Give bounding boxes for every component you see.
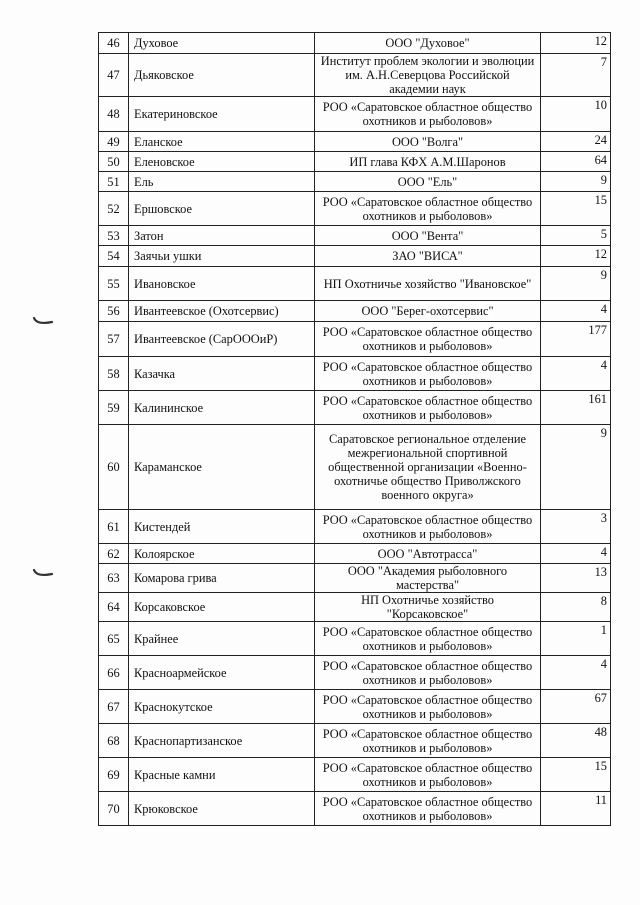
table-row <box>99 510 611 544</box>
hunting-grounds-table <box>98 32 611 826</box>
ground-name: Корсаковское <box>129 593 315 622</box>
ground-name: Ель <box>129 172 315 192</box>
row-number: 52 <box>99 192 129 226</box>
organization: ООО "Академия рыболовного мастерства" <box>315 564 541 593</box>
table-row <box>99 226 611 246</box>
row-number: 57 <box>99 322 129 357</box>
table-row <box>99 724 611 758</box>
row-number: 69 <box>99 758 129 792</box>
table-row <box>99 391 611 425</box>
table-row <box>99 54 611 97</box>
value: 9 <box>541 172 611 192</box>
ground-name: Краснопартизанское <box>129 724 315 758</box>
value: 9 <box>541 267 611 301</box>
value: 67 <box>541 690 611 724</box>
organization: РОО «Саратовское областное общество охотников и рыболовов» <box>315 656 541 690</box>
row-number: 64 <box>99 593 129 622</box>
table-row <box>99 357 611 391</box>
organization: РОО «Саратовское областное общество охотников и рыболовов» <box>315 724 541 758</box>
organization: РОО «Саратовское областное общество охотников и рыболовов» <box>315 622 541 656</box>
table-row <box>99 656 611 690</box>
table-row <box>99 301 611 322</box>
table-row <box>99 267 611 301</box>
table-row <box>99 564 611 593</box>
value: 15 <box>541 192 611 226</box>
value: 8 <box>541 593 611 622</box>
row-number: 54 <box>99 246 129 267</box>
table-row <box>99 322 611 357</box>
value: 12 <box>541 246 611 267</box>
value: 7 <box>541 54 611 97</box>
organization: РОО «Саратовское областное общество охотников и рыболовов» <box>315 758 541 792</box>
ground-name: Колоярское <box>129 544 315 564</box>
table-row <box>99 758 611 792</box>
ground-name: Ивановское <box>129 267 315 301</box>
ground-name: Комарова грива <box>129 564 315 593</box>
organization: ООО "Волга" <box>315 132 541 152</box>
value: 177 <box>541 322 611 357</box>
scan-mark-lower <box>32 568 56 578</box>
table-row <box>99 690 611 724</box>
ground-name: Еленовское <box>129 152 315 172</box>
row-number: 65 <box>99 622 129 656</box>
row-number: 53 <box>99 226 129 246</box>
table-row <box>99 425 611 510</box>
ground-name: Крайнее <box>129 622 315 656</box>
value: 161 <box>541 391 611 425</box>
table-row <box>99 172 611 192</box>
value: 4 <box>541 544 611 564</box>
organization: ООО "Берег-охотсервис" <box>315 301 541 322</box>
organization: Институт проблем экологии и эволюции им. А.Н.Северцова Российской академии наук <box>315 54 541 97</box>
ground-name: Ивантеевское (Охотсервис) <box>129 301 315 322</box>
ground-name: Кистендей <box>129 510 315 544</box>
table-row <box>99 33 611 54</box>
ground-name: Заячьи ушки <box>129 246 315 267</box>
organization: ООО "Духовое" <box>315 33 541 54</box>
row-number: 62 <box>99 544 129 564</box>
organization: ЗАО "ВИСА" <box>315 246 541 267</box>
value: 1 <box>541 622 611 656</box>
ground-name: Калининское <box>129 391 315 425</box>
value: 13 <box>541 564 611 593</box>
value: 10 <box>541 97 611 132</box>
ground-name: Ершовское <box>129 192 315 226</box>
value: 4 <box>541 357 611 391</box>
ground-name: Крюковское <box>129 792 315 826</box>
value: 15 <box>541 758 611 792</box>
ground-name: Екатериновское <box>129 97 315 132</box>
organization: Саратовское региональное отделение межрегиональной спортивной общественной организации «Военно-охотничье общество Приволжского военного округа» <box>315 425 541 510</box>
row-number: 59 <box>99 391 129 425</box>
table-row <box>99 152 611 172</box>
row-number: 51 <box>99 172 129 192</box>
organization: НП Охотничье хозяйство "Корсаковское" <box>315 593 541 622</box>
row-number: 66 <box>99 656 129 690</box>
table-row <box>99 622 611 656</box>
ground-name: Затон <box>129 226 315 246</box>
value: 48 <box>541 724 611 758</box>
organization: РОО «Саратовское областное общество охотников и рыболовов» <box>315 510 541 544</box>
row-number: 61 <box>99 510 129 544</box>
table-body <box>99 33 611 826</box>
value: 4 <box>541 301 611 322</box>
row-number: 46 <box>99 33 129 54</box>
row-number: 50 <box>99 152 129 172</box>
row-number: 47 <box>99 54 129 97</box>
row-number: 60 <box>99 425 129 510</box>
ground-name: Красноармейское <box>129 656 315 690</box>
organization: НП Охотничье хозяйство "Ивановское" <box>315 267 541 301</box>
row-number: 63 <box>99 564 129 593</box>
organization: РОО «Саратовское областное общество охотников и рыболовов» <box>315 357 541 391</box>
value: 24 <box>541 132 611 152</box>
organization: РОО «Саратовское областное общество охотников и рыболовов» <box>315 792 541 826</box>
ground-name: Караманское <box>129 425 315 510</box>
table-row <box>99 544 611 564</box>
row-number: 49 <box>99 132 129 152</box>
organization: ООО "Вента" <box>315 226 541 246</box>
table-row <box>99 792 611 826</box>
organization: ИП глава КФХ А.М.Шаронов <box>315 152 541 172</box>
row-number: 56 <box>99 301 129 322</box>
organization: РОО «Саратовское областное общество охотников и рыболовов» <box>315 690 541 724</box>
ground-name: Краснокутское <box>129 690 315 724</box>
table-row <box>99 132 611 152</box>
value: 12 <box>541 33 611 54</box>
organization: РОО «Саратовское областное общество охотников и рыболовов» <box>315 97 541 132</box>
row-number: 68 <box>99 724 129 758</box>
organization: ООО "Ель" <box>315 172 541 192</box>
ground-name: Казачка <box>129 357 315 391</box>
table-row <box>99 593 611 622</box>
value: 4 <box>541 656 611 690</box>
ground-name: Дьяковское <box>129 54 315 97</box>
row-number: 67 <box>99 690 129 724</box>
row-number: 55 <box>99 267 129 301</box>
organization: ООО "Автотрасса" <box>315 544 541 564</box>
scan-mark-upper <box>32 316 56 326</box>
value: 64 <box>541 152 611 172</box>
ground-name: Ивантеевское (СарОООиР) <box>129 322 315 357</box>
row-number: 70 <box>99 792 129 826</box>
value: 5 <box>541 226 611 246</box>
value: 3 <box>541 510 611 544</box>
organization: РОО «Саратовское областное общество охотников и рыболовов» <box>315 192 541 226</box>
row-number: 48 <box>99 97 129 132</box>
organization: РОО «Саратовское областное общество охотников и рыболовов» <box>315 322 541 357</box>
value: 11 <box>541 792 611 826</box>
ground-name: Духовое <box>129 33 315 54</box>
value: 9 <box>541 425 611 510</box>
ground-name: Еланское <box>129 132 315 152</box>
organization: РОО «Саратовское областное общество охотников и рыболовов» <box>315 391 541 425</box>
table-row <box>99 192 611 226</box>
row-number: 58 <box>99 357 129 391</box>
ground-name: Красные камни <box>129 758 315 792</box>
table-row <box>99 97 611 132</box>
table-row <box>99 246 611 267</box>
